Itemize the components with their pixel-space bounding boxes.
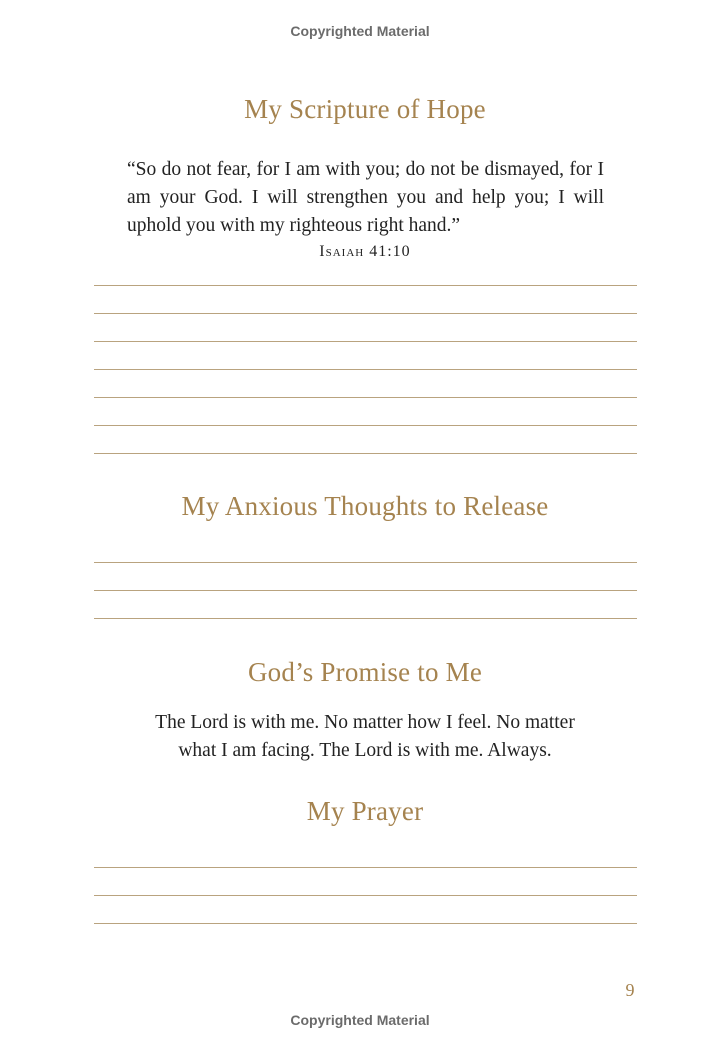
scripture-citation: Isaiah 41:10 — [319, 243, 411, 260]
anxious-thoughts-writing-lines — [94, 535, 637, 619]
promise-heading: God’s Promise to Me — [247, 657, 483, 687]
promise-text-line-1: The Lord is with me. No matter how I feel. No matter — [155, 712, 575, 733]
scripture-quote: “So do not fear, for I am with you; do not be dismayed, for I am your God. I will strengthen you and help you; I will uphold you with my righteous right hand.” — [127, 159, 604, 236]
writing-line[interactable] — [94, 398, 637, 426]
scripture-writing-lines — [94, 258, 637, 454]
writing-line[interactable] — [94, 563, 637, 591]
writing-line[interactable] — [94, 286, 637, 314]
writing-line[interactable] — [94, 258, 637, 286]
copyright-notice-top: Copyrighted Material — [290, 23, 430, 39]
writing-line[interactable] — [94, 426, 637, 454]
writing-line[interactable] — [94, 896, 637, 924]
writing-line[interactable] — [94, 868, 637, 896]
writing-line[interactable] — [94, 314, 637, 342]
writing-line[interactable] — [94, 535, 637, 563]
writing-line[interactable] — [94, 370, 637, 398]
writing-line[interactable] — [94, 342, 637, 370]
writing-line[interactable] — [94, 591, 637, 619]
page-number: 9 — [625, 980, 635, 1000]
prayer-heading: My Prayer — [306, 796, 424, 826]
prayer-writing-lines — [94, 840, 637, 924]
copyright-notice-bottom: Copyrighted Material — [290, 1012, 430, 1028]
promise-text-line-2: what I am facing. The Lord is with me. Always. — [178, 740, 552, 761]
scripture-heading: My Scripture of Hope — [244, 94, 486, 124]
promise-text — [0, 709, 720, 765]
writing-line[interactable] — [94, 840, 637, 868]
anxious-thoughts-heading: My Anxious Thoughts to Release — [181, 491, 549, 521]
